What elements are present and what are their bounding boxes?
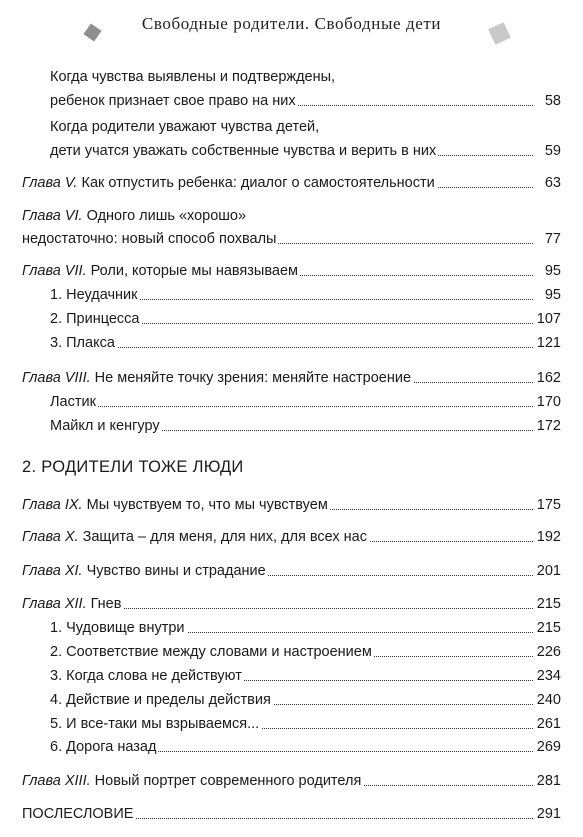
chapter-label: Глава XIII. — [22, 773, 91, 789]
toc-entry — [0, 140, 583, 162]
chapter-title: Одного лишь «хорошо» — [86, 208, 247, 224]
chapter-entry — [0, 593, 583, 615]
page-number: 58 — [543, 90, 561, 112]
chapter-label: Глава V. — [22, 175, 78, 191]
entry-line1: Когда родители уважают чувства детей, — [50, 119, 320, 135]
subentry — [0, 665, 583, 687]
subentry — [0, 415, 583, 437]
running-title: Свободные родители. Свободные дети — [141, 14, 442, 33]
page-number: 63 — [543, 172, 561, 194]
entry-title: дети учатся уважать собственные чувства и верить в них — [50, 140, 438, 162]
subentry — [0, 308, 583, 330]
page-number: 281 — [535, 770, 561, 792]
chapter-label: Глава VI. — [22, 208, 83, 224]
page-number: 215 — [535, 593, 561, 615]
page-number: 201 — [535, 560, 561, 582]
subentry-title: 3. Плакса — [50, 332, 117, 354]
page-number: 269 — [535, 736, 561, 758]
chapter-title: Роли, которые мы навязываем — [90, 263, 298, 279]
chapter-entry-line1 — [22, 205, 246, 227]
page-number: 170 — [535, 391, 561, 413]
page-number: 172 — [535, 415, 561, 437]
page-number: 215 — [535, 617, 561, 639]
page-number: 95 — [543, 260, 561, 282]
chapter-label: Глава X. — [22, 529, 79, 545]
subentry-title: 5. И все-таки мы взрываемся... — [50, 713, 261, 735]
page-number: 234 — [535, 665, 561, 687]
section-heading: 2. РОДИТЕЛИ ТОЖЕ ЛЮДИ — [22, 458, 244, 476]
subentry-title: 1. Неудачник — [50, 284, 139, 306]
subentry-title: 3. Когда слова не действуют — [50, 665, 244, 687]
subentry-title: Ластик — [50, 391, 98, 413]
page-number: 240 — [535, 689, 561, 711]
chapter-title: Чувство вины и страдание — [86, 563, 266, 579]
page-number: 261 — [535, 713, 561, 735]
chapter-title: Защита – для меня, для них, для всех нас — [82, 529, 367, 545]
chapter-entry — [0, 770, 583, 792]
subentry — [0, 284, 583, 306]
page-number: 121 — [535, 332, 561, 354]
subentry — [0, 689, 583, 711]
chapter-title-cont: недостаточно: новый способ похвалы — [22, 228, 278, 250]
subentry-title: 2. Соответствие между словами и настроением — [50, 641, 374, 663]
subentry-title: 1. Чудовище внутри — [50, 617, 187, 639]
chapter-entry — [0, 560, 583, 582]
page-number: 77 — [543, 228, 561, 250]
afterword-entry — [0, 803, 583, 825]
chapter-entry — [0, 526, 583, 548]
subentry — [0, 332, 583, 354]
page-number: 59 — [543, 140, 561, 162]
page-number: 162 — [535, 367, 561, 389]
subentry — [0, 391, 583, 413]
chapter-title: Как отпустить ребенка: диалог о самостоятельности — [81, 175, 435, 191]
page-number: 226 — [535, 641, 561, 663]
subentry — [0, 617, 583, 639]
chapter-title: Гнев — [90, 596, 122, 612]
page-number: 291 — [535, 803, 561, 825]
chapter-title: Мы чувствуем то, что мы чувствуем — [86, 497, 328, 513]
chapter-entry — [0, 494, 583, 516]
page-header — [0, 0, 583, 48]
subentry-title: 4. Действие и пределы действия — [50, 689, 273, 711]
chapter-label: Глава IX. — [22, 497, 83, 513]
entry-line1: Когда чувства выявлены и подтверждены, — [50, 69, 336, 85]
chapter-label: Глава VII. — [22, 263, 87, 279]
chapter-title: Новый портрет современного родителя — [94, 773, 362, 789]
subentry — [0, 713, 583, 735]
entry-title: ребенок признает свое право на них — [50, 90, 298, 112]
subentry-title: 6. Дорога назад — [50, 736, 158, 758]
chapter-entry — [0, 367, 583, 389]
chapter-entry — [0, 172, 583, 194]
subentry — [0, 641, 583, 663]
page-number: 192 — [535, 526, 561, 548]
page-number: 107 — [535, 308, 561, 330]
chapter-label: Глава XII. — [22, 596, 87, 612]
page-number: 95 — [543, 284, 561, 306]
subentry-title: Майкл и кенгуру — [50, 415, 162, 437]
chapter-label: Глава VIII. — [22, 370, 91, 386]
chapter-entry — [0, 260, 583, 282]
toc-entry — [0, 90, 583, 112]
subentry — [0, 736, 583, 758]
chapter-entry — [0, 228, 583, 250]
page-number: 175 — [535, 494, 561, 516]
chapter-title: Не меняйте точку зрения: меняйте настроение — [94, 370, 412, 386]
subentry-title: 2. Принцесса — [50, 308, 142, 330]
chapter-label: Глава XI. — [22, 563, 83, 579]
afterword-title: ПОСЛЕСЛОВИЕ — [22, 803, 135, 825]
